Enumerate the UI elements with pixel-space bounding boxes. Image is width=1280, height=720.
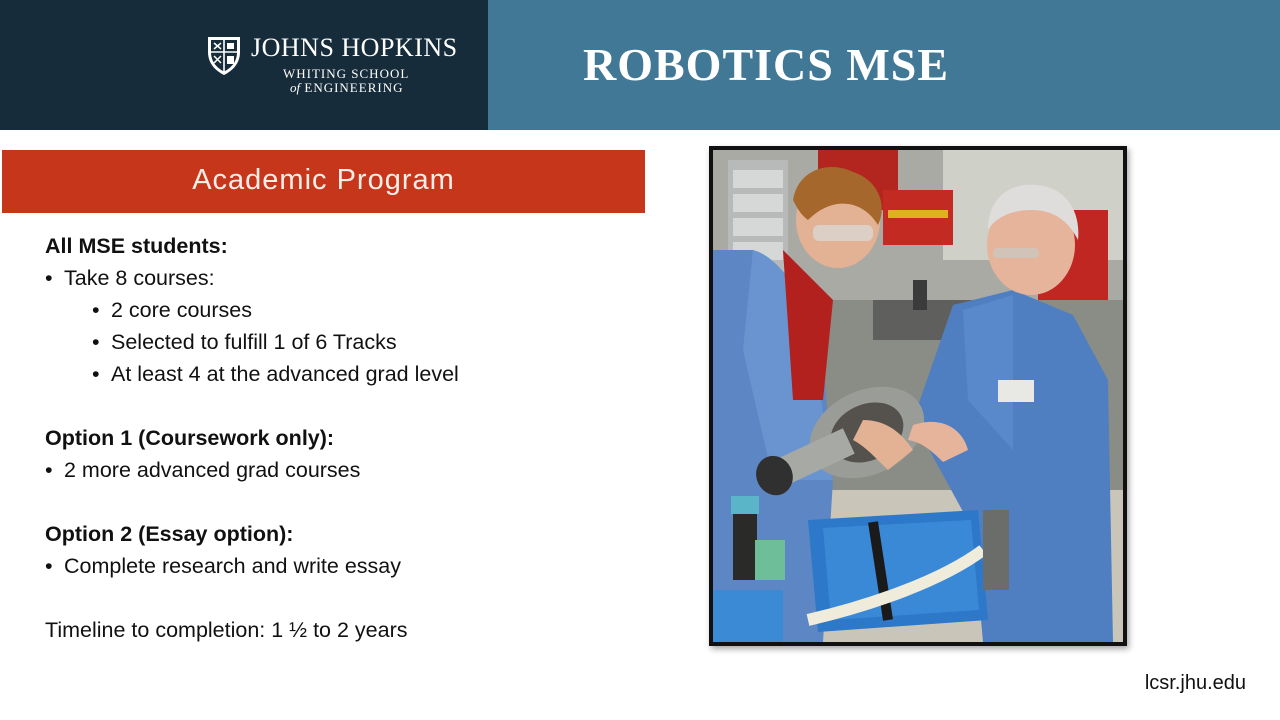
spacer — [45, 582, 665, 614]
logo-panel — [0, 0, 488, 130]
content-body — [45, 230, 665, 646]
logo-subtitle-text: ENGINEERING — [304, 80, 404, 95]
list-item: • 2 more advanced grad courses — [45, 454, 665, 486]
list-item: • Complete research and write essay — [45, 550, 665, 582]
lab-photo — [709, 146, 1127, 646]
sub-list-item: • 2 core courses — [45, 294, 665, 326]
all-students-heading: All MSE students: — [45, 234, 228, 258]
footer-url: lcsr.jhu.edu — [1144, 672, 1246, 694]
logo-subtitle-school: WHITING SCHOOL — [283, 66, 410, 81]
option2-heading: Option 2 (Essay option): — [45, 522, 294, 546]
section-title: Academic Program — [192, 164, 455, 196]
section-banner — [2, 150, 645, 213]
logo-wordmark: JOHNS HOPKINS — [251, 33, 458, 62]
logo-subtitle-prefix: of — [290, 80, 301, 95]
spacer — [45, 390, 665, 422]
option1-heading: Option 1 (Coursework only): — [45, 426, 335, 450]
list-item: • Take 8 courses: — [45, 262, 665, 294]
lab-photo-illustration — [713, 150, 1123, 642]
spacer — [45, 486, 665, 518]
timeline-text: Timeline to completion: 1 ½ to 2 years — [45, 618, 408, 642]
slide-title: ROBOTICS MSE — [582, 39, 950, 90]
sub-list-item: • At least 4 at the advanced grad level — [45, 358, 665, 390]
logo-subtitle-engineering — [290, 80, 403, 96]
university-shield-icon — [205, 34, 243, 76]
sub-list-item: • Selected to fulfill 1 of 6 Tracks — [45, 326, 665, 358]
